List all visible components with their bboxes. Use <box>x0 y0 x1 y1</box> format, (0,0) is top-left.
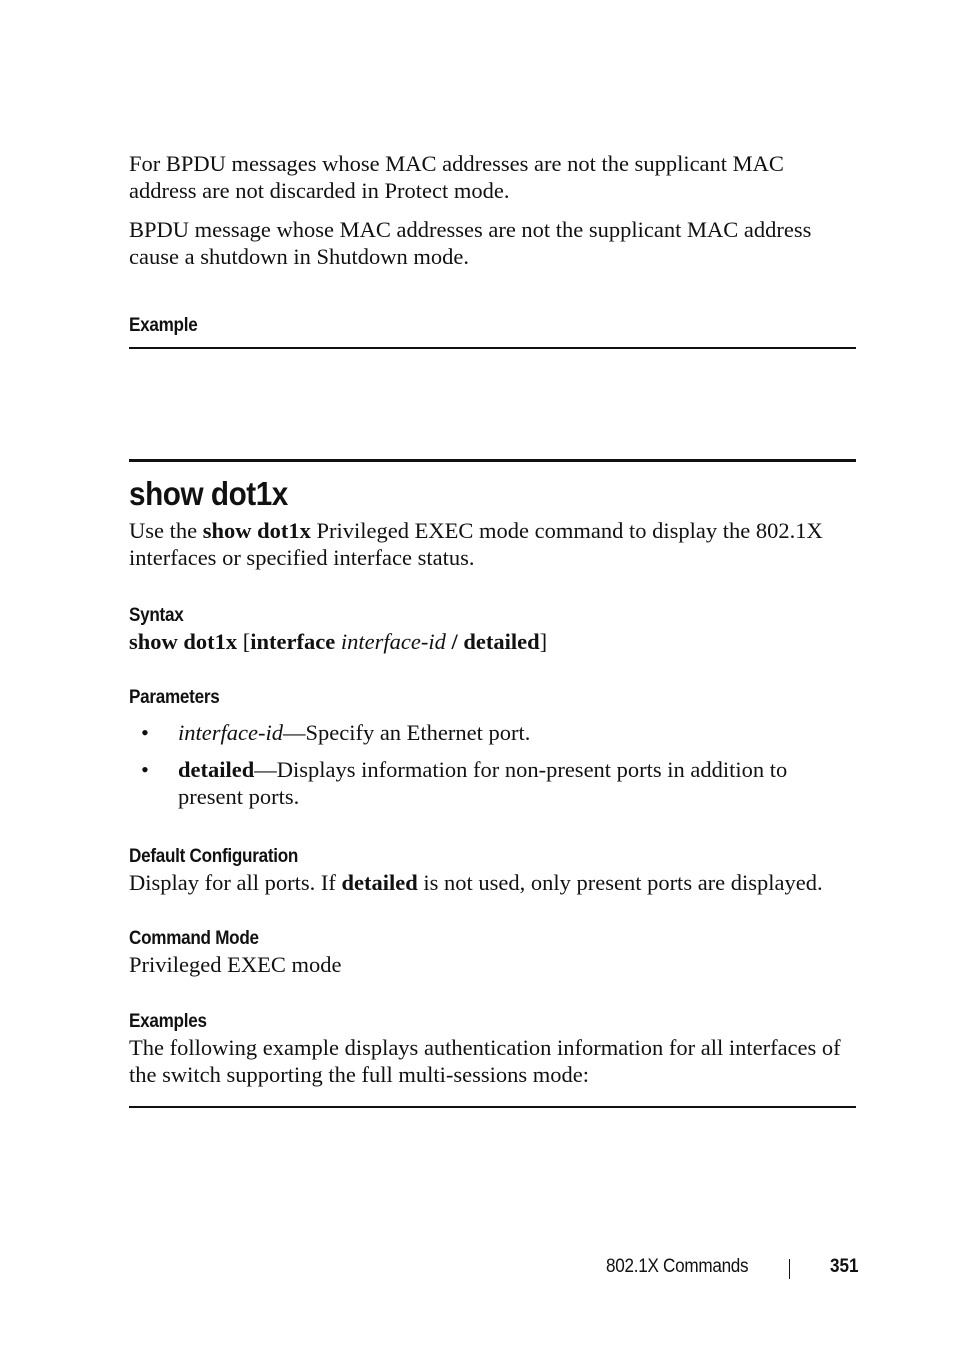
footer-separator <box>789 1259 790 1279</box>
examples-text: The following example displays authentication information for all interfaces of the switch supporting the full multi-sessions mode: <box>129 1035 841 1087</box>
examples-heading: Examples <box>129 1011 207 1032</box>
examples-rule <box>129 1106 856 1108</box>
syntax-line: show dot1x [interface interface-id / detailed] <box>129 629 548 654</box>
page-number: 351 <box>830 1256 859 1277</box>
parameter-item <box>129 756 856 810</box>
example-heading: Example <box>129 315 198 336</box>
parameter-item <box>129 719 856 746</box>
intro-paragraph-1: For BPDU messages whose MAC addresses are not the supplicant MAC address are not discarded in Protect mode. <box>129 151 784 203</box>
command-mode-heading: Command Mode <box>129 928 259 949</box>
page-footer <box>0 1256 954 1280</box>
parameters-list <box>129 719 856 810</box>
parameter-term: detailed <box>178 757 255 782</box>
bullet-icon: • <box>141 720 149 745</box>
command-mode-text: Privileged EXEC mode <box>129 952 342 977</box>
default-configuration-text: Display for all ports. If detailed is not used, only present ports are displayed. <box>129 870 823 895</box>
parameters-heading: Parameters <box>129 687 220 708</box>
intro-paragraph-2: BPDU message whose MAC addresses are not the supplicant MAC address cause a shutdown in Shutdown mode. <box>129 217 812 269</box>
description-command: show dot1x <box>202 518 311 543</box>
parameter-term: interface-id <box>178 720 283 745</box>
bullet-icon: • <box>141 757 149 782</box>
section-title: show dot1x <box>129 475 288 512</box>
syntax-heading: Syntax <box>129 605 184 626</box>
section-description: Use the show dot1x Privileged EXEC mode command to display the 802.1X interfaces or specified interface status. <box>129 518 823 570</box>
default-configuration-heading: Default Configuration <box>129 846 299 867</box>
footer-section-title: 802.1X Commands <box>606 1256 749 1277</box>
page-content <box>129 150 856 1108</box>
parameter-text: —Displays information for non-present ports in addition to present ports. <box>178 757 788 809</box>
parameter-text: —Specify an Ethernet port. <box>282 720 531 745</box>
